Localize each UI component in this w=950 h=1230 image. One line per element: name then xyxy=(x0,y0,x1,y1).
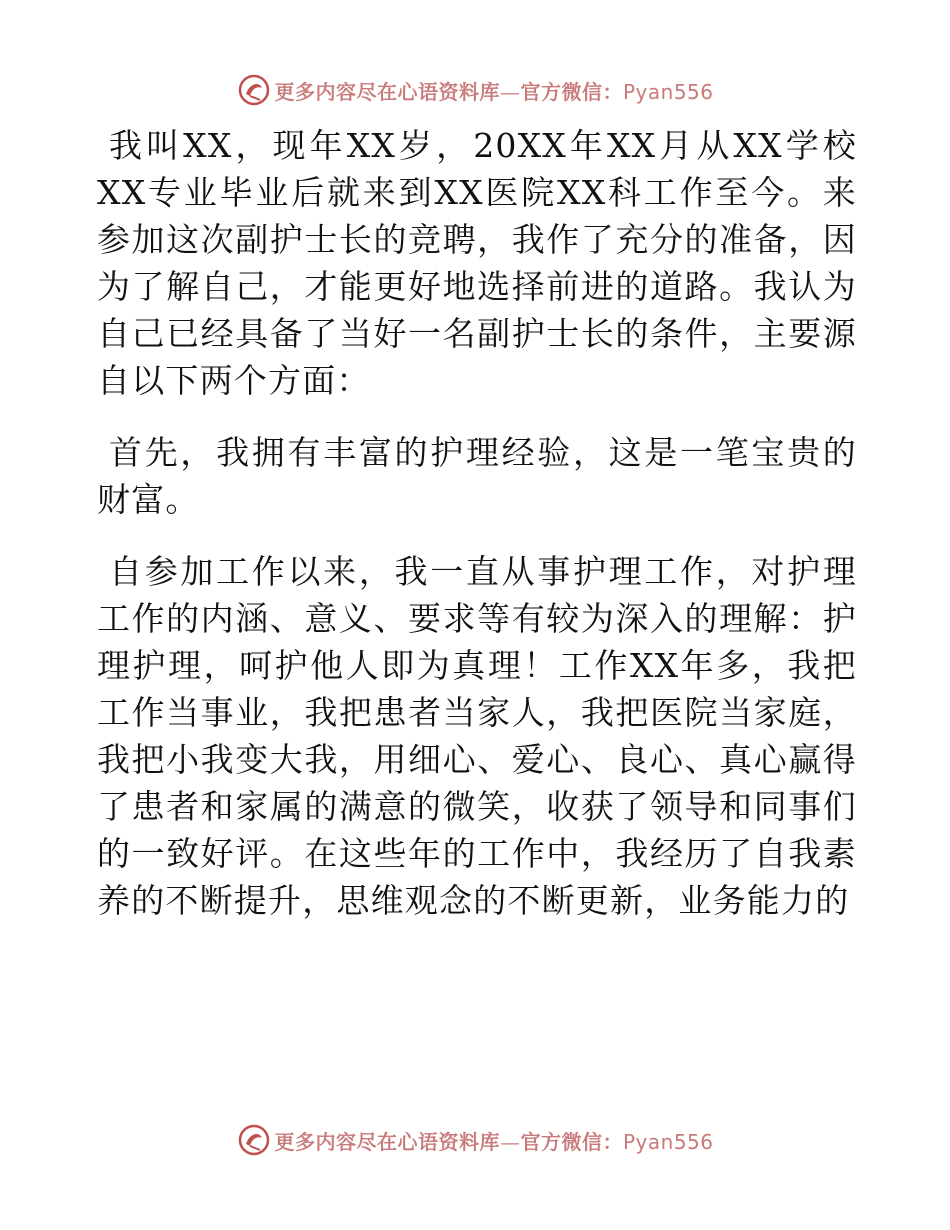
paragraph-introduction: 我叫XX，现年XX岁，20XX年XX月从XX学校XX专业毕业后就来到XX医院XX科工作至今。来参加这次副护士长的竞聘，我作了充分的准备，因为了解自己，才能更好地选择前进的道路。我认为自己已经具备了当好一名副护士长的条件，主要源自以下两个方面： xyxy=(97,126,857,400)
watermark-text: 更多内容尽在心语资料库—官方微信：Pyan556 xyxy=(274,79,714,104)
watermark-text: 更多内容尽在心语资料库—官方微信：Pyan556 xyxy=(274,1129,714,1154)
paragraph-experience-detail: 自参加工作以来，我一直从事护理工作，对护理工作的内涵、意义、要求等有较为深入的理解：护理护理，呵护他人即为真理！工作XX年多，我把工作当事业，我把患者当家人，我把医院当家庭，我把小我变大我，用细心、爱心、良心、真心赢得了患者和家属的满意的微笑，收获了领导和同事们的一致好评。在这些年的工作中，我经历了自我素养的不断提升，思维观念的不断更新，业务能力的 xyxy=(97,552,857,920)
paragraph-experience-heading: 首先，我拥有丰富的护理经验，这是一笔宝贵的财富。 xyxy=(97,433,857,519)
document-body xyxy=(97,122,857,949)
header-watermark-banner xyxy=(0,70,950,110)
rose-logo-icon xyxy=(236,1122,272,1158)
footer-watermark-banner xyxy=(0,1120,950,1160)
rose-logo-icon xyxy=(236,72,272,108)
